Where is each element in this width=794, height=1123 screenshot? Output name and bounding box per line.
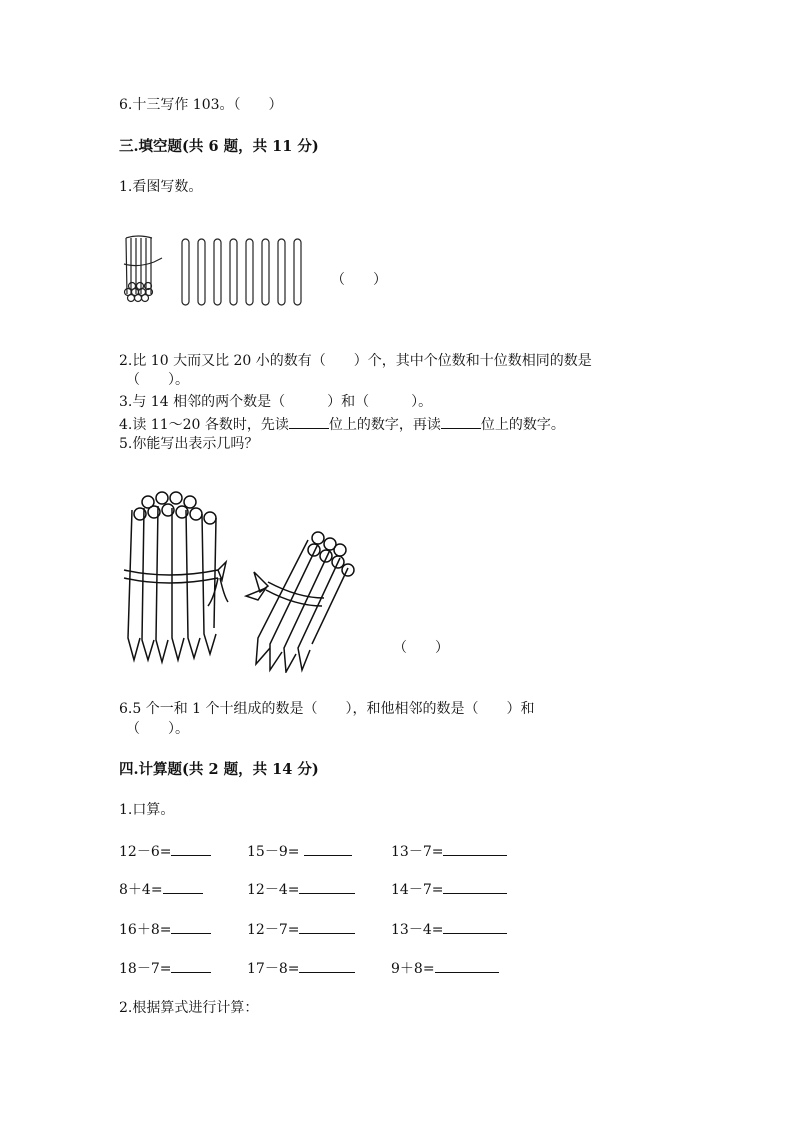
answer-blank[interactable] xyxy=(171,919,211,934)
answer-blank[interactable] xyxy=(443,919,507,934)
section-4-heading: 四.计算题(共 2 题，共 14 分) xyxy=(119,761,319,778)
oral-calc-row xyxy=(119,879,203,899)
answer-blank[interactable] xyxy=(171,958,211,973)
fill-question-6-line1: 6.5 个一和 1 个十组成的数是（ ），和他相邻的数是（ ）和 xyxy=(119,701,535,717)
fill-question-3: 3.与 14 相邻的两个数是（ ）和（ ）。 xyxy=(119,394,433,410)
expression: 16＋8= xyxy=(119,922,172,938)
answer-blank[interactable] xyxy=(299,919,355,934)
expression: 9＋8= xyxy=(391,961,435,977)
pencil-bundle-icon xyxy=(246,532,354,672)
oral-calc-row xyxy=(247,879,355,899)
oral-calc-row xyxy=(391,958,499,978)
section-3-heading: 三.填空题(共 6 题，共 11 分) xyxy=(119,138,319,155)
answer-blank[interactable] xyxy=(435,958,499,973)
oral-calc-row xyxy=(247,919,355,939)
pencil-bundle-icon xyxy=(124,492,228,662)
answer-blank[interactable] xyxy=(299,879,355,894)
oral-calc-row xyxy=(391,879,507,899)
oral-calc-row xyxy=(247,958,355,978)
fill-question-2-line2: （ ）。 xyxy=(126,372,189,388)
expression: 12－7= xyxy=(247,922,300,938)
fill-blank[interactable] xyxy=(289,414,329,429)
oral-calc-row xyxy=(391,841,507,861)
answer-blank[interactable] xyxy=(299,958,355,973)
fill-question-1: 1.看图写数。 xyxy=(119,179,203,195)
oral-calc-row xyxy=(119,841,211,861)
answer-blank[interactable] xyxy=(443,879,507,894)
expression: 17－8= xyxy=(247,961,300,977)
oral-calc-row xyxy=(391,919,507,939)
fill-question-4-part-a: 4.读 11～20 各数时，先读 xyxy=(119,417,289,433)
fill-question-4-part-c: 位上的数字。 xyxy=(480,417,565,433)
single-sticks-icon xyxy=(182,239,301,305)
oral-calc-row xyxy=(119,958,211,978)
calc-question-1: 1.口算。 xyxy=(119,802,175,818)
calc-question-2: 2.根据算式进行计算： xyxy=(119,1000,259,1016)
oral-calc-row xyxy=(119,919,211,939)
expression: 18－7= xyxy=(119,961,172,977)
fill-question-4-part-b: 位上的数字，再读 xyxy=(328,417,441,433)
oral-calc-row xyxy=(247,841,352,861)
pencil-bundles-illustration xyxy=(118,488,378,673)
answer-blank[interactable] xyxy=(304,841,352,856)
fill-question-2-line1: 2.比 10 大而又比 20 小的数有（ ）个，其中个位数和十位数相同的数是 xyxy=(119,353,592,369)
fill-blank[interactable] xyxy=(441,414,481,429)
true-false-question-6: 6.十三写作 103。（ ） xyxy=(119,97,283,113)
answer-blank[interactable] xyxy=(443,841,507,856)
expression: 8＋4= xyxy=(119,882,163,898)
fill-question-5: 5.你能写出表示几吗？ xyxy=(119,436,259,452)
fill-question-5-answer[interactable]: （ ） xyxy=(393,640,449,656)
sticks-illustration xyxy=(118,232,308,312)
answer-blank[interactable] xyxy=(163,879,203,894)
expression: 14－7= xyxy=(391,882,444,898)
expression: 12－4= xyxy=(247,882,300,898)
expression: 15－9= xyxy=(247,844,304,860)
fill-question-4 xyxy=(119,414,565,434)
expression: 13－7= xyxy=(391,844,444,860)
fill-question-1-answer[interactable]: （ ） xyxy=(331,272,387,288)
bundle-of-sticks-icon xyxy=(124,236,162,302)
fill-question-6-line2: （ ）。 xyxy=(126,721,189,737)
expression: 13－4= xyxy=(391,922,444,938)
expression: 12－6= xyxy=(119,844,172,860)
answer-blank[interactable] xyxy=(171,841,211,856)
